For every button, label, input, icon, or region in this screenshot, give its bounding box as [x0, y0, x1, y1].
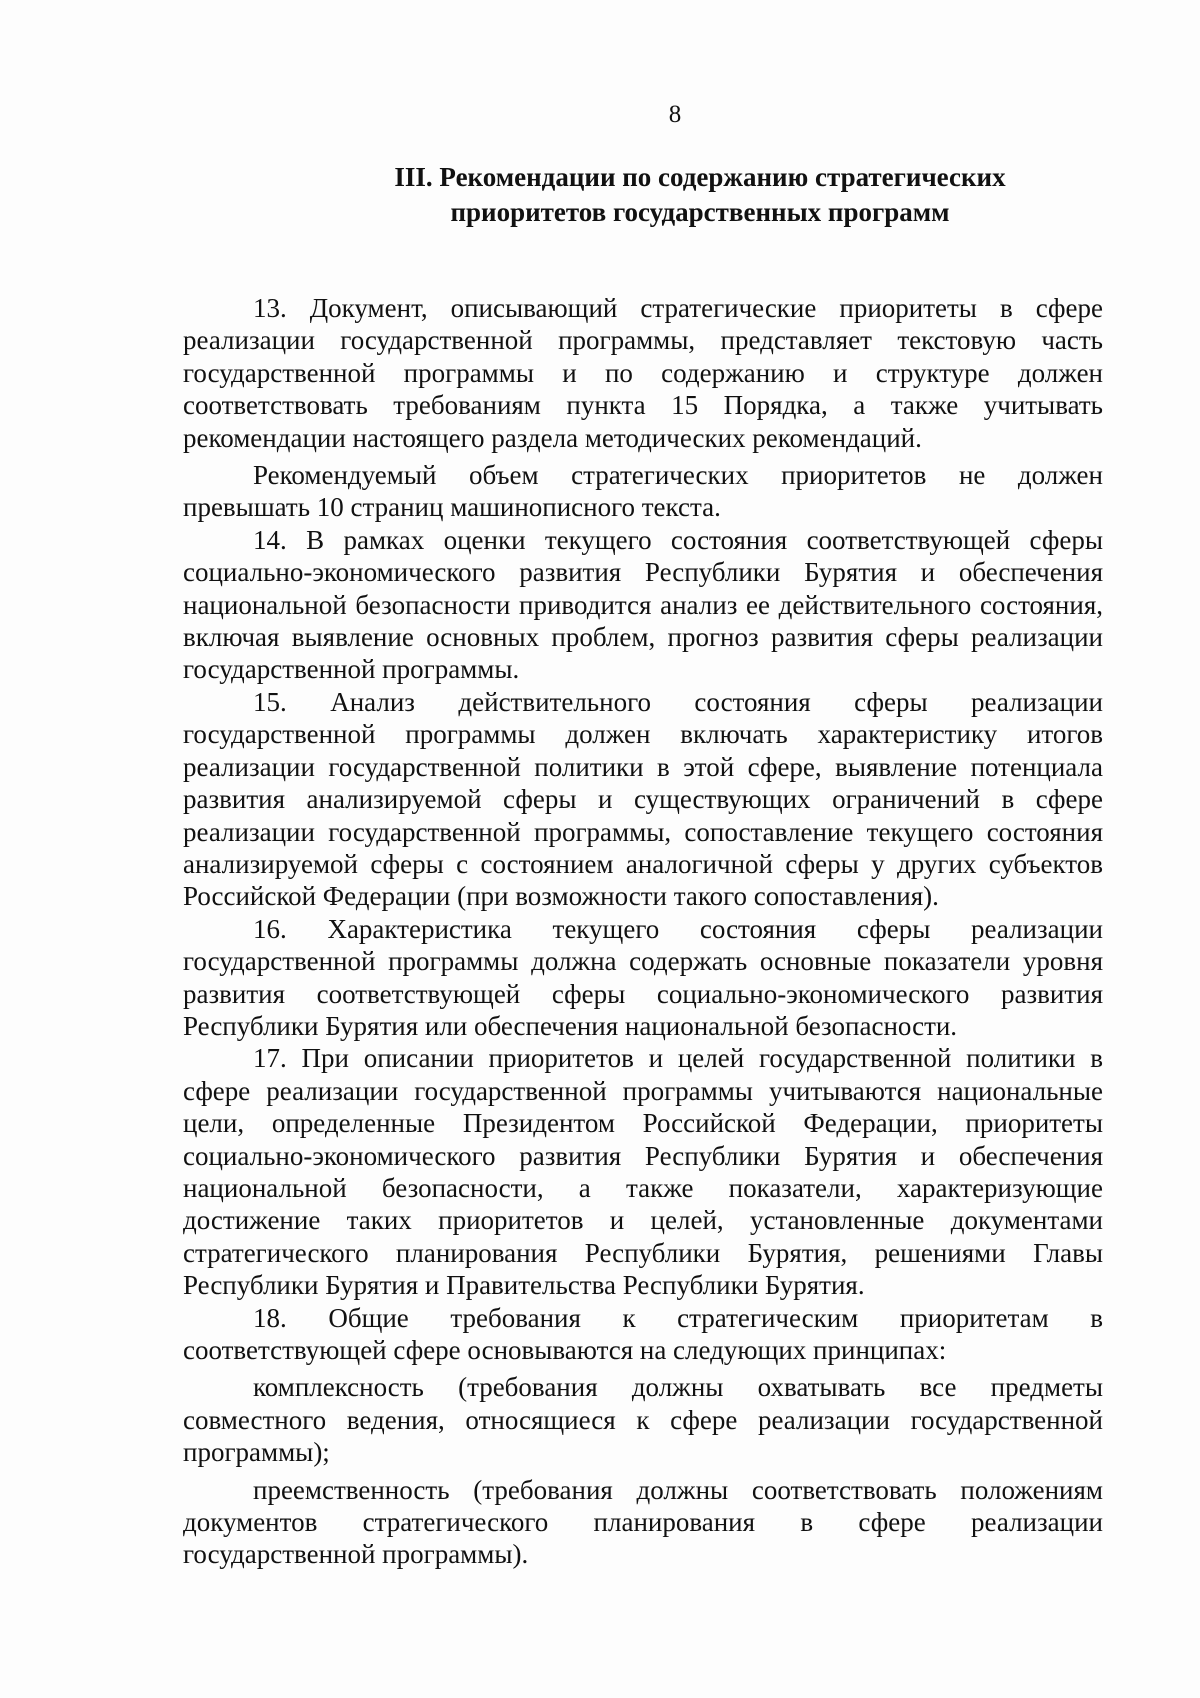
section-title-line-2: приоритетов государственных программ: [450, 197, 950, 227]
paragraph-16: 16. Характеристика текущего состояния сферы реализации государственной программы должна содержать основные показатели уровня развития соответствующей сферы социально-экономического развития Республики Бурятия или обеспечения национальной безопасности.: [183, 913, 1103, 1041]
page-number: 8: [668, 101, 682, 128]
paragraph-complexity: комплексность (требования должны охватывать все предметы совместного ведения, относящиеся к сфере реализации государственной программы);: [183, 1372, 1103, 1468]
paragraph-volume-limit: Рекомендуемый объем стратегических приоритетов не должен превышать 10 страниц машинописного текста.: [183, 460, 1103, 523]
paragraph-14: 14. В рамках оценки текущего состояния соответствующей сферы социально-экономического развития Республики Бурятия и обеспечения национальной безопасности приводится анализ ее действительного состояния, включая выявление основных проблем, прогноз развития сферы реализации государственной программы.: [183, 524, 1103, 685]
paragraph-continuity: преемственность (требования должны соответствовать положениям документов стратегического планирования в сфере реализации государственной программы).: [183, 1474, 1103, 1570]
section-title: [330, 160, 1070, 230]
section-title-line-1: III. Рекомендации по содержанию стратегических: [394, 162, 1006, 192]
paragraph-15: 15. Анализ действительного состояния сферы реализации государственной программы должен включать характеристику итогов реализации государственной политики в этой сфере, выявление потенциала развития анализируемой сферы и существующих ограничений в сфере реализации государственной программы, сопоставление текущего состояния анализируемой сферы с состоянием аналогичной сферы у других субъектов Российской Федерации (при возможности такого сопоставления).: [183, 686, 1103, 912]
paragraph-13: 13. Документ, описывающий стратегические приоритеты в сфере реализации государственной программы, представляет текстовую часть государственной программы и по содержанию и структуре должен соответствовать требованиям пункта 15 Порядка, а также учитывать рекомендации настоящего раздела методических рекомендаций.: [183, 293, 1103, 453]
body-text: [183, 292, 1103, 1571]
paragraph-17: 17. При описании приоритетов и целей государственной политики в сфере реализации государственной программы учитываются национальные цели, определенные Президентом Российской Федерации, приоритеты социально-экономического развития Республики Бурятия и обеспечения национальной безопасности, а также показатели, характеризующие достижение таких приоритетов и целей, установленные документами стратегического планирования Республики Бурятия, решениями Главы Республики Бурятия и Правительства Республики Бурятия.: [183, 1043, 1103, 1301]
paragraph-18: 18. Общие требования к стратегическим приоритетам в соответствующей сфере основываются на следующих принципах:: [183, 1302, 1103, 1365]
